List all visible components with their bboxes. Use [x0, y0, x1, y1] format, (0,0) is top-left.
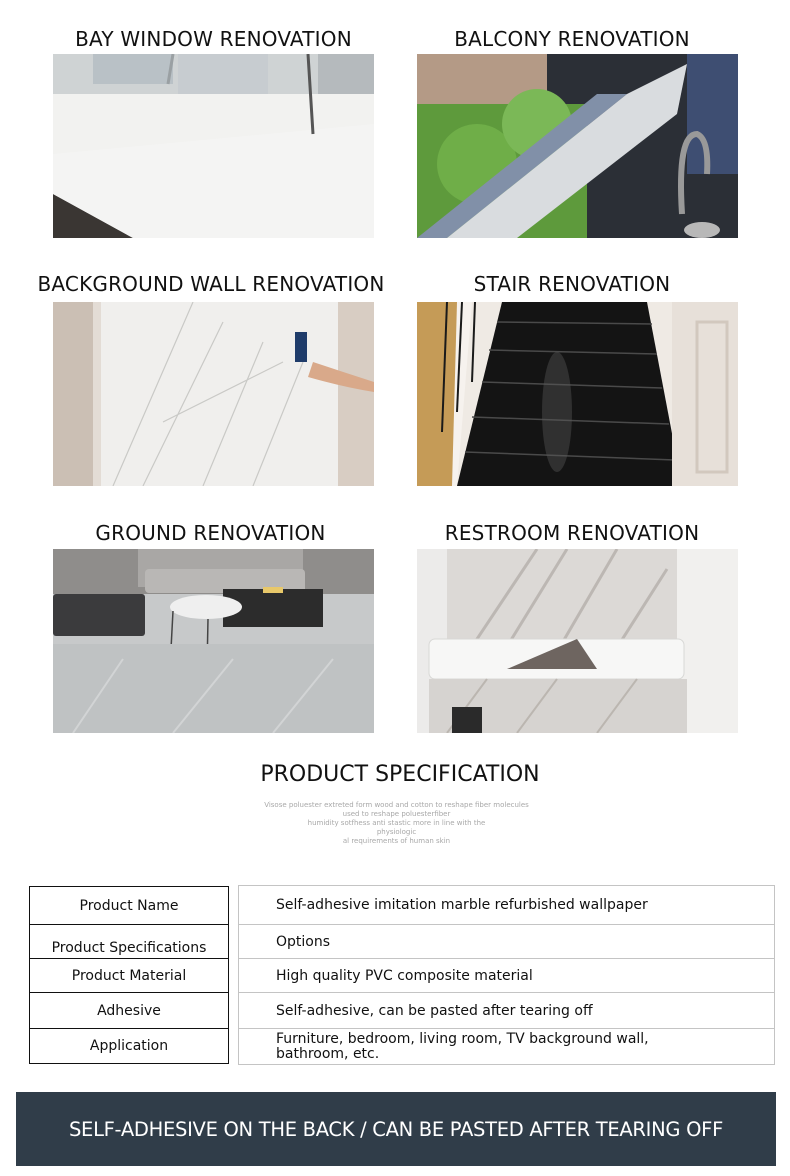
scene-title-balcony: BALCONY RENOVATION [454, 27, 690, 51]
subtitle-line: Visose poluester extreted form wood and cotton to reshape fiber molecules [264, 801, 529, 809]
scene-title-bay-window: BAY WINDOW RENOVATION [75, 27, 352, 51]
spec-value: Self-adhesive imitation marble refurbished wallpaper [239, 886, 775, 925]
scene-title-ground: GROUND RENOVATION [95, 521, 326, 545]
spec-label: Application [30, 1029, 229, 1064]
spec-value: High quality PVC composite material [239, 959, 775, 993]
specification-title: PRODUCT SPECIFICATION [260, 762, 540, 787]
bay-window-photo [53, 54, 374, 238]
scene-title-background-wall: BACKGROUND WALL RENOVATION [37, 272, 385, 296]
spec-value-line: Furniture, bedroom, living room, TV background wall, [276, 1030, 649, 1047]
scene-title-stair: STAIR RENOVATION [473, 272, 671, 296]
spec-label: Product Material [30, 959, 229, 993]
spec-value-table [238, 885, 775, 1065]
feature-banner [16, 1092, 776, 1166]
spec-label: Product Specifications [30, 925, 229, 959]
scene-title-restroom: RESTROOM RENOVATION [444, 521, 700, 545]
subtitle-line: al requirements of human skin [342, 837, 451, 845]
subtitle-line: used to reshape poluesterfiber [342, 810, 451, 818]
specification-subtitle [0, 801, 790, 846]
spec-label-table [29, 886, 229, 1064]
background-wall-photo [53, 302, 374, 486]
subtitle-line: physiologic [376, 828, 417, 836]
spec-value: Options [239, 925, 775, 959]
spec-value-application [239, 1029, 775, 1065]
restroom-photo [417, 549, 738, 733]
balcony-photo [417, 54, 738, 238]
spec-value-line: bathroom, etc. [276, 1045, 380, 1062]
spec-value: Self-adhesive, can be pasted after tearing off [239, 993, 775, 1029]
spec-label: Adhesive [30, 993, 229, 1029]
spec-label: Product Name [30, 887, 229, 925]
stair-photo [417, 302, 738, 486]
ground-photo [53, 549, 374, 733]
subtitle-line: humidity sotfhess anti stastic more in line with the [307, 819, 486, 827]
banner-text: SELF-ADHESIVE ON THE BACK / CAN BE PASTED AFTER TEARING OFF [68, 1117, 724, 1141]
